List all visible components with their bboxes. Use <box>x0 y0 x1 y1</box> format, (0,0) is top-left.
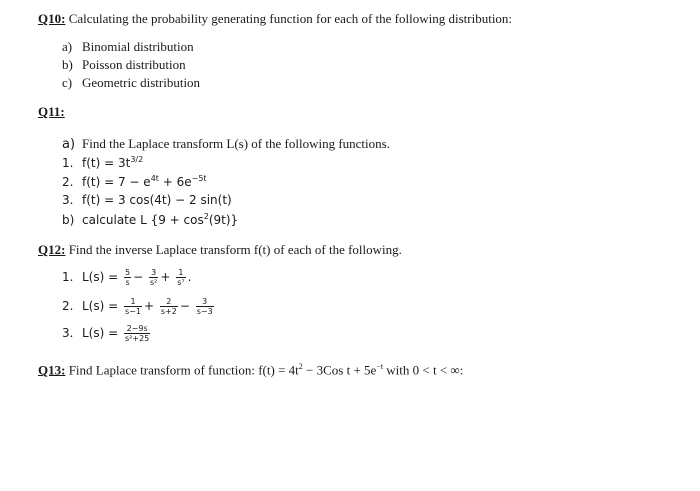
q10-heading <box>38 11 512 27</box>
q12-heading <box>38 242 402 258</box>
fraction: $\frac{3}{s-3}$ <box>196 297 213 316</box>
q12-item-2: 2. L(s) = $\frac{1}{s-1}$ + $\frac{2}{s+2}$ − $\frac{3}{s-3}$ <box>62 297 213 316</box>
q12-item-1: 1. L(s) = $\frac{5}{s}$ − $\frac{3}{\text{s²}}$ + $\frac{1}{\text{s⁷}}$ . <box>62 268 192 287</box>
fraction: $\frac{5}{s}$ <box>125 268 131 287</box>
q13-label: Q13: <box>38 362 66 378</box>
q12-text: Find the inverse Laplace transform f(t) of each of the following. <box>65 242 402 257</box>
fraction: $\frac{1}{\text{s⁷}}$ <box>177 268 185 287</box>
q11-item-3: 3. f(t) = 3 cos(4t) − 2 sin(t) <box>62 193 232 207</box>
q10-item-c: c) Geometric distribution <box>62 75 201 90</box>
q11-heading <box>38 104 65 120</box>
q12-item-3: 3. L(s) = $\frac{2-9s}{\text{s²+25}}$ <box>62 324 150 343</box>
fraction: $\frac{2}{s+2}$ <box>160 297 177 316</box>
q11-part-b: b) calculate L $\{9 + \cos^2(9t)\}$ <box>62 212 239 227</box>
q11-part-a: a) Find the Laplace transform L(s) of the following functions. <box>62 136 390 152</box>
q10-label: Q10: <box>38 11 66 26</box>
fraction: $\frac{3}{\text{s²}}$ <box>149 268 158 287</box>
q10-item-b: b) Poisson distribution <box>62 57 186 72</box>
q11-item-2: 2. $f(t) = 7 - e^{4t} + 6e^{-5t}$ <box>62 174 207 189</box>
q12-label: Q12: <box>38 242 66 257</box>
q11-label: Q11: <box>38 104 65 119</box>
fraction: $\frac{1}{s-1}$ <box>125 297 141 316</box>
fraction: $\frac{2-9s}{\text{s²+25}}$ <box>125 324 150 343</box>
q11-item-1: 1. $f(t) = 3t^{3/2}$ <box>62 155 144 170</box>
q10-item-a: a) Binomial distribution <box>62 39 194 54</box>
q10-text: Calculating the probability generating function for each of the following distribution: <box>65 11 513 26</box>
q13-heading: Q13: Find Laplace transform of function: $f(t) = 4t^2 - 3Cos$ $t + 5e^{-t}$ with 0 < t < ∞: <box>38 362 464 378</box>
